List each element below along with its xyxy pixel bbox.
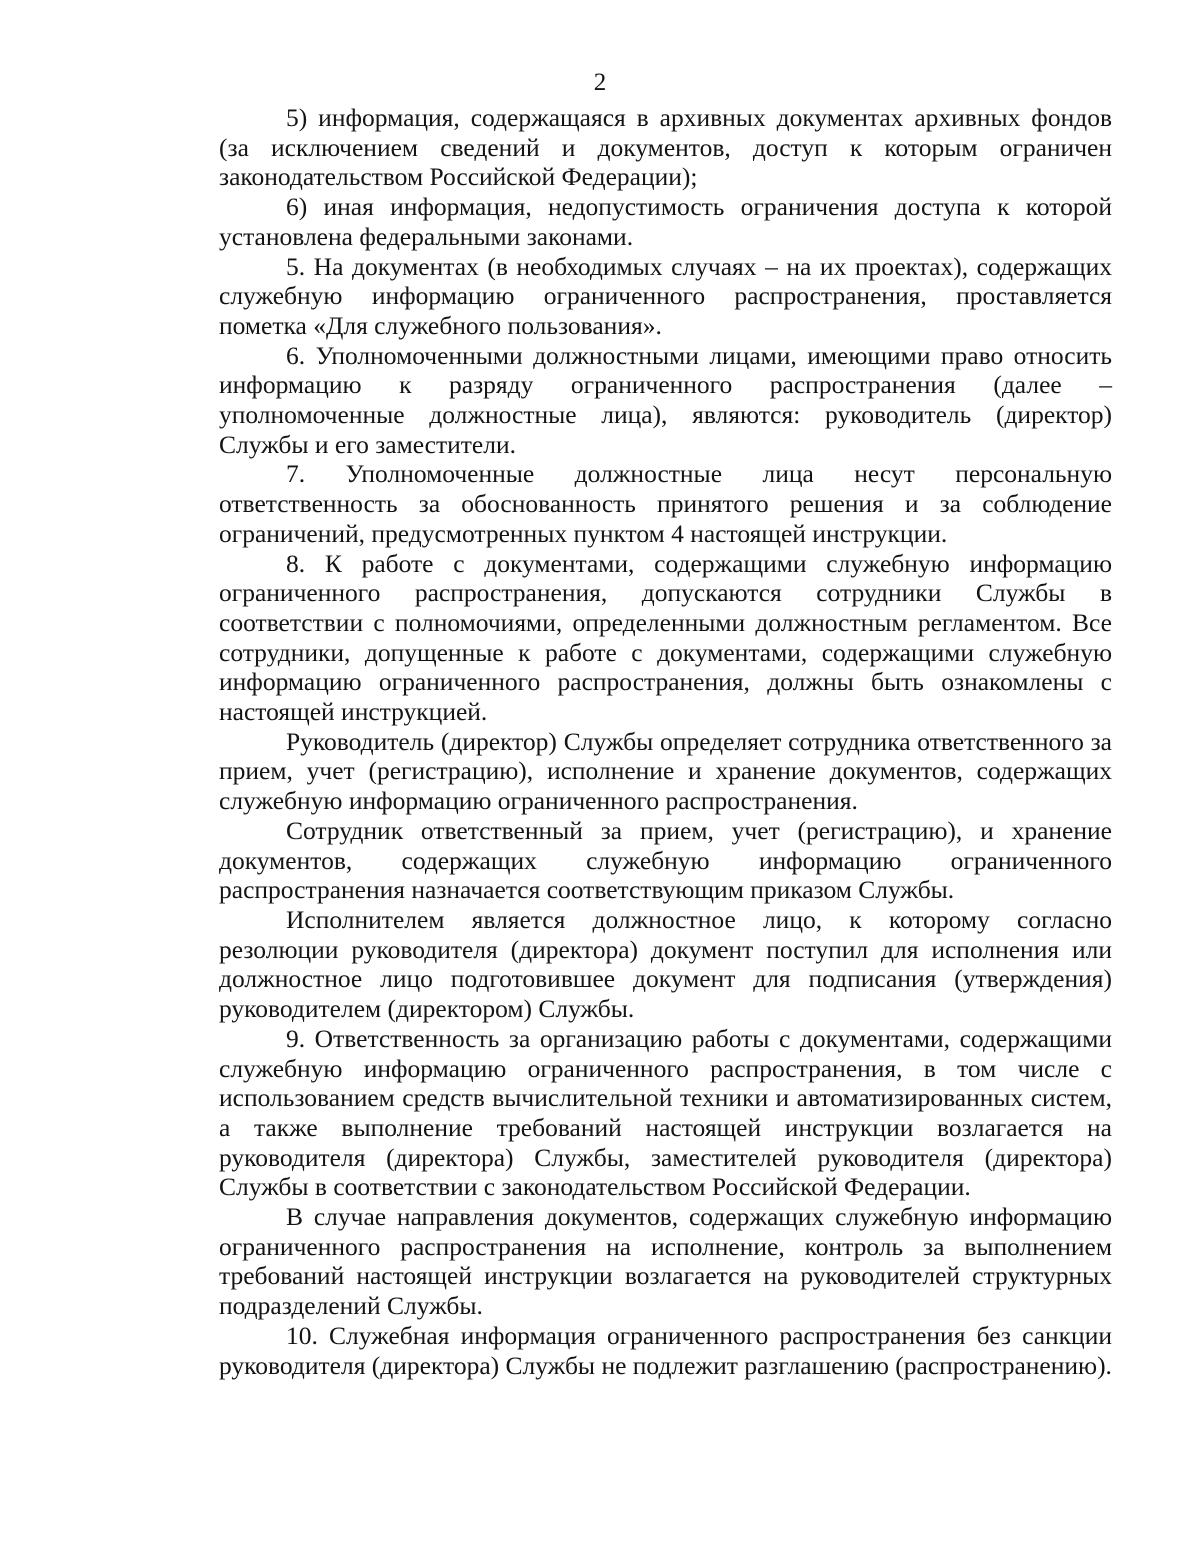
- page-number: 2: [593, 69, 607, 96]
- paragraph-clause-10-disclosure: 10. Служебная информация ограниченного распространения без санкции руководителя (директора) Службы не подлежит разглашению (распространению).: [219, 1320, 1112, 1380]
- paragraph-control: В случае направления документов, содержащих служебную информацию ограниченного распространения на исполнение, контроль за выполнением требований настоящей инструкции возлагается на руководителей структурных подразделений Службы.: [219, 1202, 1112, 1321]
- paragraph-clause-8-access: 8. К работе с документами, содержащими служебную информацию ограниченного распространения, допускаются сотрудники Службы в соответствии с полномочиями, определенными должностным регламентом. Все сотрудники, допущенные к работе с документами, содержащими служебную информацию ограниченного распространения, должны быть ознакомлены с настоящей инструкцией.: [219, 548, 1112, 727]
- paragraph-clause-5-marking: 5. На документах (в необходимых случаях – на их проектах), содержащих служебную информацию ограниченного распространения, проставляется пометка «Для служебного пользования».: [219, 251, 1112, 340]
- document-body: [219, 103, 1112, 1380]
- paragraph-clause-9-organization: 9. Ответственность за организацию работы с документами, содержащими служебную информацию ограниченного распространения, в том числе с использованием средств вычислительной техники и автоматизированных систем, а также выполнение требований настоящей инструкции возлагается на руководителя (директора) Службы, заместителей руководителя (директора) Службы в соответствии с законодательством Российской Федерации.: [219, 1023, 1112, 1202]
- paragraph-responsible-employee: Руководитель (директор) Службы определяет сотрудника ответственного за прием, учет (регистрацию), исполнение и хранение документов, содержащих служебную информацию ограниченного распространения.: [219, 726, 1112, 816]
- paragraph-employee-appointment: Сотрудник ответственный за прием, учет (регистрацию), и хранение документов, содержащих служебную информацию ограниченного распространения назначается соответствующим приказом Службы.: [219, 815, 1112, 905]
- paragraph-item-6-other-info: 6) иная информация, недопустимость ограничения доступа к которой установлена федеральными законами.: [219, 192, 1112, 251]
- paragraph-clause-7-responsibility: 7. Уполномоченные должностные лица несут персональную ответственность за обоснованность принятого решения и за соблюдение ограничений, предусмотренных пунктом 4 настоящей инструкции.: [219, 459, 1112, 548]
- paragraph-item-5-archive-info: 5) информация, содержащаяся в архивных документах архивных фондов (за исключением сведений и документов, доступ к которым ограничен законодательством Российской Федерации);: [219, 103, 1112, 192]
- paragraph-clause-6-authorized-officials: 6. Уполномоченными должностными лицами, имеющими право относить информацию к разряду ограниченного распространения (далее – уполномоченные должностные лица), являются: руководитель (директор) Службы и его заместители.: [219, 340, 1112, 459]
- paragraph-executor: Исполнителем является должностное лицо, к которому согласно резолюции руководителя (директора) документ поступил для исполнения или должностное лицо подготовившее документ для подписания (утверждения) руководителем (директором) Службы.: [219, 904, 1112, 1024]
